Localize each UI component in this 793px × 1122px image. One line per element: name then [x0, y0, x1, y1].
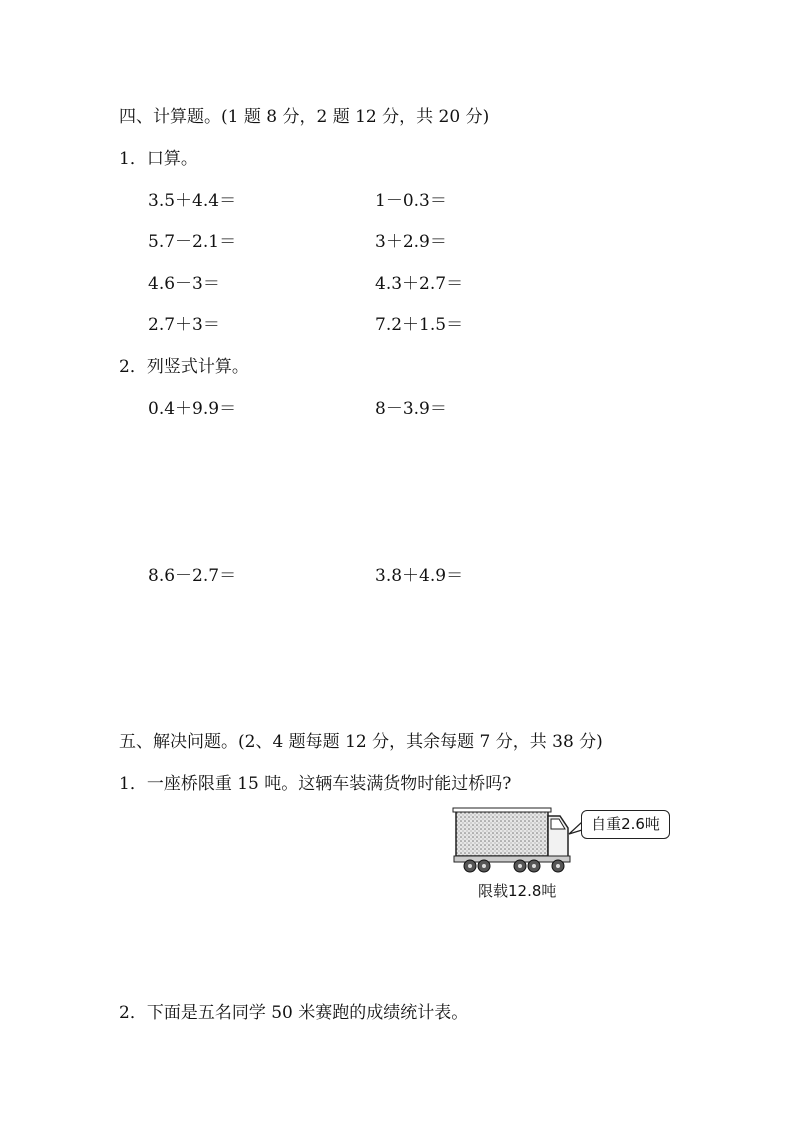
section-5-heading: 五、解决问题。(2、4 题每题 12 分，其余每题 7 分，共 38 分) [119, 732, 603, 752]
mental-math-item: 3＋2.9＝ [375, 232, 447, 252]
section-4-heading: 四、计算题。(1 题 8 分，2 题 12 分，共 20 分) [119, 107, 490, 127]
weight-speech-bubble: 自重2.6吨 [581, 810, 670, 839]
question-2-label: 2．列竖式计算。 [119, 357, 249, 377]
question-1-label: 1．口算。 [119, 149, 198, 169]
vertical-calc-item: 0.4＋9.9＝ [148, 399, 237, 419]
vertical-calc-item: 3.8＋4.9＝ [375, 566, 464, 586]
mental-math-item: 4.3＋2.7＝ [375, 274, 464, 294]
problem-2-text: 2．下面是五名同学 50 米赛跑的成绩统计表。 [119, 1003, 469, 1023]
mental-math-item: 3.5＋4.4＝ [148, 191, 237, 211]
vertical-calc-item: 8－3.9＝ [375, 399, 447, 419]
mental-math-item: 2.7＋3＝ [148, 315, 220, 335]
mental-math-item: 7.2＋1.5＝ [375, 315, 464, 335]
problem-1-text: 1．一座桥限重 15 吨。这辆车装满货物时能过桥吗? [119, 774, 512, 794]
mental-math-item: 4.6－3＝ [148, 274, 220, 294]
mental-math-item: 1－0.3＝ [375, 191, 447, 211]
truck-load-label: 限载12.8吨 [478, 882, 557, 900]
mental-math-item: 5.7－2.1＝ [148, 232, 237, 252]
vertical-calc-item: 8.6－2.7＝ [148, 566, 237, 586]
